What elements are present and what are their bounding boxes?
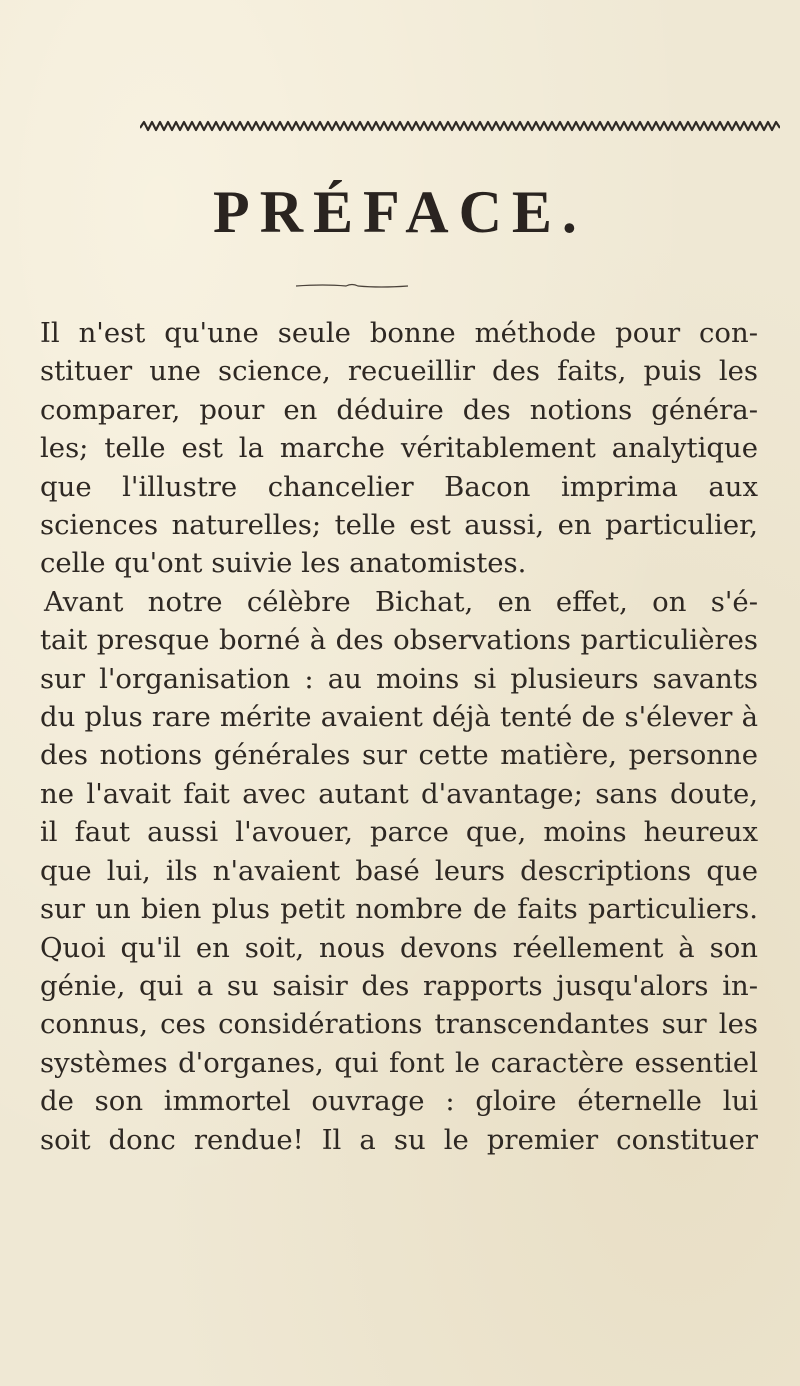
text-line: connus, ces considérations transcendantes sur les [40, 1008, 758, 1041]
text-line: Il n'est qu'une seule bonne méthode pour con- [40, 317, 758, 349]
text-line: comparer, pour en déduire des notions généra- [40, 393, 758, 426]
text-line: du plus rare mérite avaient déjà tenté de s'élever à [40, 701, 758, 734]
text-line: sur l'organisation : au moins si plusieurs savants [40, 662, 758, 695]
ornamental-border [140, 112, 780, 138]
page-title: PRÉFACE. [213, 179, 587, 245]
title-divider [296, 282, 408, 290]
text-line: celle qu'ont suivie les anatomistes. [40, 547, 527, 580]
text-line: stituer une science, recueillir des faits, puis les [40, 355, 758, 388]
text-line: il faut aussi l'avouer, parce que, moins heureux [40, 816, 758, 849]
text-line: sciences naturelles; telle est aussi, en particulier, [40, 509, 758, 542]
text-line: génie, qui a su saisir des rapports jusqu'alors in- [40, 969, 758, 1002]
preface-text [40, 314, 758, 1159]
text-line: que l'illustre chancelier Bacon imprima aux [40, 470, 758, 503]
text-line: systèmes d'organes, qui font le caractère essentiel [40, 1046, 758, 1079]
text-line: des notions générales sur cette matière, personne [40, 739, 758, 772]
text-line: ne l'avait fait avec autant d'avantage; sans doute, [40, 777, 758, 810]
text-line: Quoi qu'il en soit, nous devons réellement à son [40, 931, 758, 964]
text-line: tait presque borné à des observations particulières [40, 624, 758, 657]
text-line: soit donc rendue! Il a su le premier constituer [40, 1123, 758, 1156]
text-line: de son immortel ouvrage : gloire éternelle lui [40, 1085, 758, 1118]
text-line: Avant notre célèbre Bichat, en effet, on s'é- [44, 585, 758, 618]
text-line: que lui, ils n'avaient basé leurs descriptions que [40, 854, 758, 887]
text-line: sur un bien plus petit nombre de faits particuliers. [40, 893, 758, 926]
text-line: les; telle est la marche véritablement analytique [40, 432, 758, 465]
